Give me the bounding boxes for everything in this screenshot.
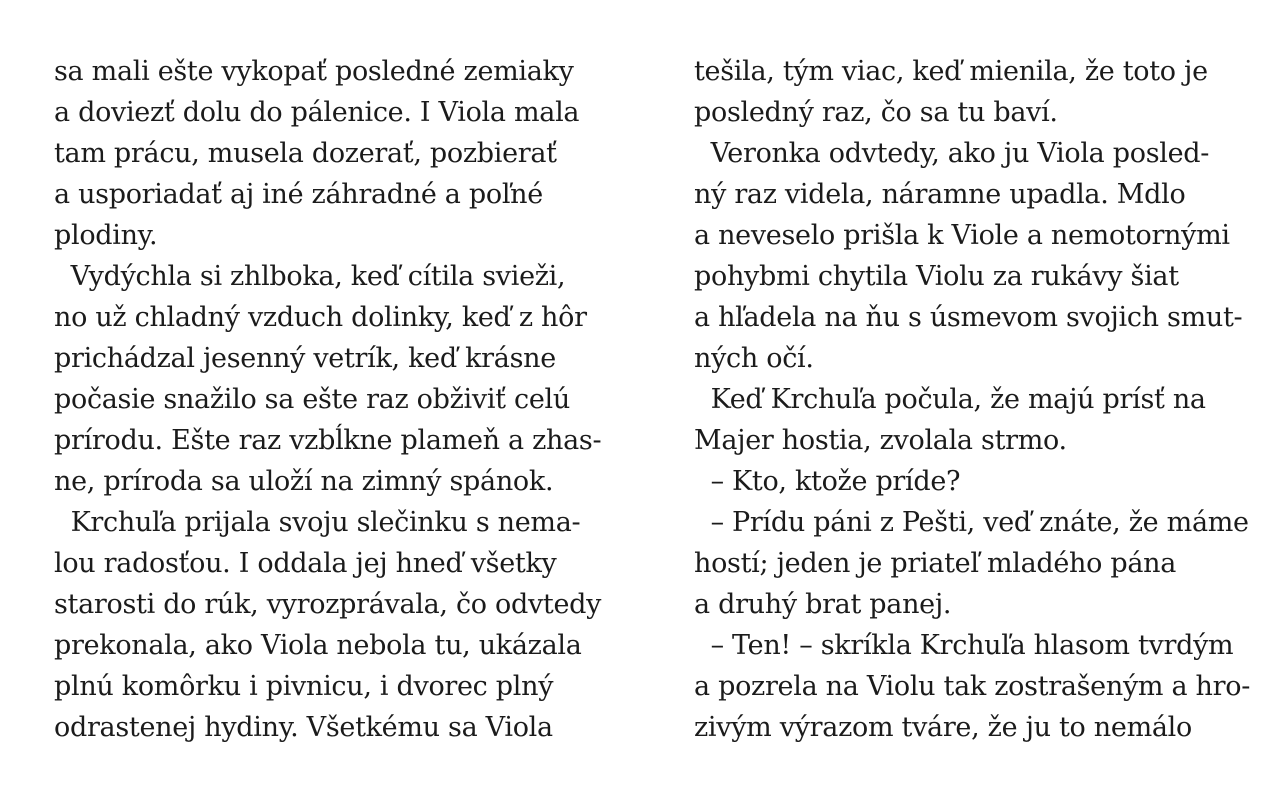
text-line: ných očí. bbox=[694, 343, 814, 374]
text-line: ný raz videla, náramne upadla. Mdlo bbox=[694, 179, 1186, 210]
text-line: a hľadela na ňu s úsmevom svojich smut- bbox=[694, 302, 1243, 333]
text-line: odrastenej hydiny. Všetkému sa Viola bbox=[54, 712, 553, 743]
text-line: a pozrela na Violu tak zostrašeným a hro- bbox=[694, 671, 1251, 702]
text-line: starosti do rúk, vyrozprávala, čo odvtedy bbox=[54, 589, 602, 620]
text-line: tešila, tým viac, keď mienila, že toto je bbox=[694, 56, 1208, 87]
text-line: posledný raz, čo sa tu baví. bbox=[694, 97, 1058, 128]
text-line: Veronka odvtedy, ako ju Viola posled- bbox=[694, 138, 1210, 169]
text-line: no už chladný vzduch dolinky, keď z hôr bbox=[54, 302, 587, 333]
text-line: sa mali ešte vykopať posledné zemiaky bbox=[54, 56, 574, 87]
text-line: prekonala, ako Viola nebola tu, ukázala bbox=[54, 630, 582, 661]
text-line: a doviezť dolu do pálenice. I Viola mala bbox=[54, 97, 580, 128]
text-line: Vydýchla si zhlboka, keď cítila svieži, bbox=[54, 261, 566, 292]
text-line: prichádzal jesenný vetrík, keď krásne bbox=[54, 343, 556, 374]
text-line: plnú komôrku i pivnicu, i dvorec plný bbox=[54, 671, 554, 702]
text-line: Majer hostia, zvolala strmo. bbox=[694, 425, 1067, 456]
text-line: – Ten! – skríkla Krchuľa hlasom tvrdým bbox=[694, 630, 1234, 661]
text-line: a usporiadať aj iné záhradné a poľné bbox=[54, 179, 543, 210]
text-line: – Prídu páni z Pešti, veď znáte, že máme bbox=[694, 507, 1249, 538]
right-page bbox=[694, 0, 1254, 800]
text-line: a neveselo prišla k Viole a nemotornými bbox=[694, 220, 1230, 251]
text-line: Krchuľa prijala svoju slečinku s nema- bbox=[54, 507, 581, 538]
text-line: ne, príroda sa uloží na zimný spánok. bbox=[54, 466, 554, 497]
text-line: zivým výrazom tváre, že ju to nemálo bbox=[694, 712, 1192, 743]
text-line: hostí; jeden je priateľ mladého pána bbox=[694, 548, 1177, 579]
text-line: plodiny. bbox=[54, 220, 158, 251]
text-line: – Kto, ktože príde? bbox=[694, 466, 961, 497]
text-line: pohybmi chytila Violu za rukávy šiat bbox=[694, 261, 1179, 292]
text-line: a druhý brat panej. bbox=[694, 589, 952, 620]
text-line: prírodu. Ešte raz vzbĺkne plameň a zhas- bbox=[54, 425, 602, 456]
text-line: Keď Krchuľa počula, že majú prísť na bbox=[694, 384, 1206, 415]
left-page bbox=[54, 0, 614, 800]
text-line: lou radosťou. I oddala jej hneď všetky bbox=[54, 548, 557, 579]
text-line: tam prácu, musela dozerať, pozbierať bbox=[54, 138, 557, 169]
text-line: počasie snažilo sa ešte raz obživiť celú bbox=[54, 384, 570, 415]
